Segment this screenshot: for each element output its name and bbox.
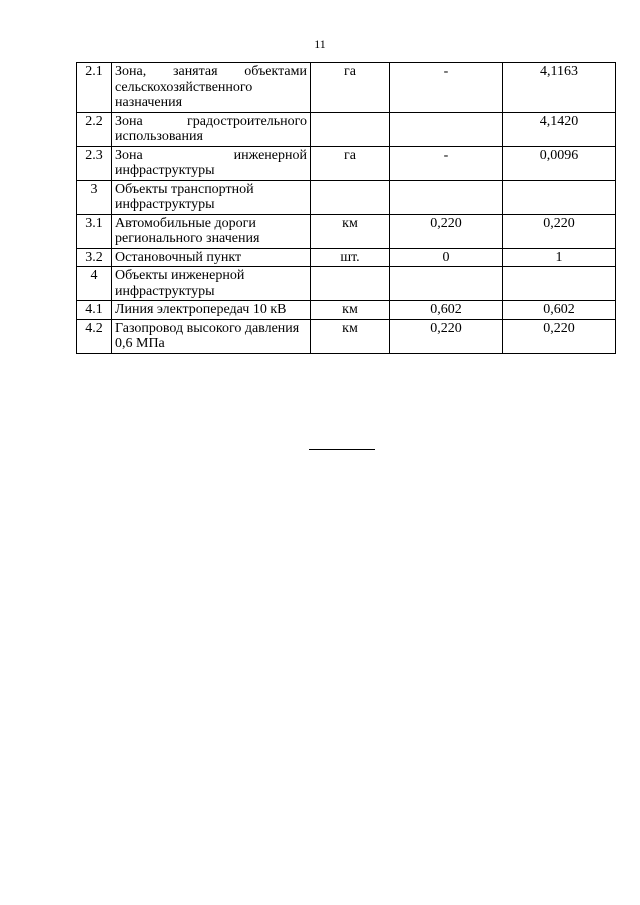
row-number-cell: 3.2: [77, 248, 112, 267]
row-value-planned-cell: 4,1420: [503, 112, 616, 146]
row-number-cell: 2.2: [77, 112, 112, 146]
row-value-planned-cell: 0,602: [503, 301, 616, 320]
table-row: [77, 112, 616, 146]
page-number: 11: [314, 37, 326, 51]
table-row: [77, 319, 616, 353]
row-value-planned-cell: [503, 180, 616, 214]
row-unit-cell: км: [311, 301, 390, 320]
row-number-cell: 3: [77, 180, 112, 214]
row-value-existing-cell: -: [390, 146, 503, 180]
table-row: [77, 180, 616, 214]
row-value-existing-cell: 0,220: [390, 214, 503, 248]
row-unit-cell: шт.: [311, 248, 390, 267]
row-name-cell: Линия электропередач 10 кВ: [112, 301, 311, 320]
table-body: [77, 63, 616, 354]
row-number-cell: 4.2: [77, 319, 112, 353]
table-row: [77, 146, 616, 180]
table-row: [77, 248, 616, 267]
row-number-cell: 4: [77, 267, 112, 301]
table-row: [77, 214, 616, 248]
table-row: [77, 267, 616, 301]
row-value-planned-cell: 0,220: [503, 214, 616, 248]
row-name-cell: Объекты инженерной инфраструктуры: [112, 267, 311, 301]
row-number-cell: 3.1: [77, 214, 112, 248]
row-value-planned-cell: [503, 267, 616, 301]
indicators-table: [76, 62, 616, 354]
row-unit-cell: км: [311, 319, 390, 353]
row-unit-cell: [311, 267, 390, 301]
row-number-cell: 2.1: [77, 63, 112, 113]
end-divider-line: [309, 449, 375, 450]
row-value-planned-cell: 4,1163: [503, 63, 616, 113]
row-value-planned-cell: 1: [503, 248, 616, 267]
row-value-existing-cell: [390, 180, 503, 214]
row-name-cell: Зона инженерной инфраструктуры: [112, 146, 311, 180]
row-unit-cell: км: [311, 214, 390, 248]
row-value-existing-cell: 0,602: [390, 301, 503, 320]
row-value-existing-cell: 0: [390, 248, 503, 267]
row-value-existing-cell: [390, 267, 503, 301]
row-name-cell: Автомобильные дороги регионального значения: [112, 214, 311, 248]
row-unit-cell: га: [311, 146, 390, 180]
row-unit-cell: [311, 180, 390, 214]
table-row: [77, 301, 616, 320]
row-name-cell: Газопровод высокого давления 0,6 МПа: [112, 319, 311, 353]
row-name-cell: Зона градостроительного использования: [112, 112, 311, 146]
row-name-cell: Зона, занятая объектами сельскохозяйственного назначения: [112, 63, 311, 113]
row-number-cell: 4.1: [77, 301, 112, 320]
row-value-existing-cell: 0,220: [390, 319, 503, 353]
row-unit-cell: [311, 112, 390, 146]
row-value-existing-cell: -: [390, 63, 503, 113]
row-value-planned-cell: 0,0096: [503, 146, 616, 180]
row-value-planned-cell: 0,220: [503, 319, 616, 353]
row-value-existing-cell: [390, 112, 503, 146]
table-row: [77, 63, 616, 113]
row-name-cell: Остановочный пункт: [112, 248, 311, 267]
row-unit-cell: га: [311, 63, 390, 113]
row-number-cell: 2.3: [77, 146, 112, 180]
row-name-cell: Объекты транспортной инфраструктуры: [112, 180, 311, 214]
